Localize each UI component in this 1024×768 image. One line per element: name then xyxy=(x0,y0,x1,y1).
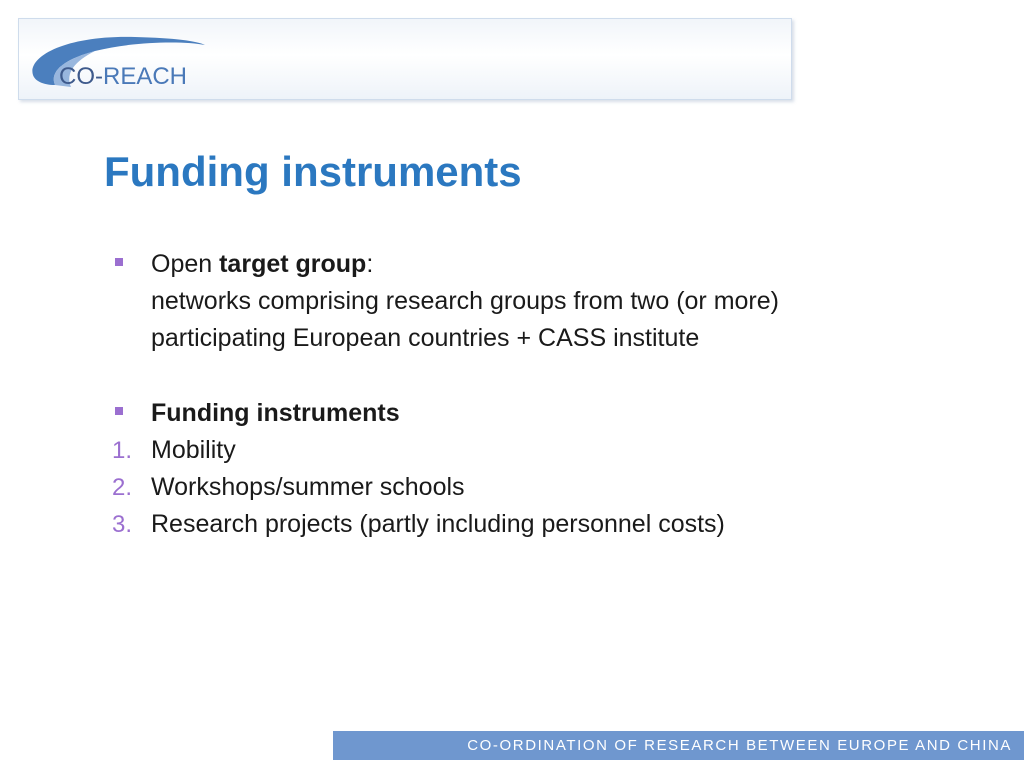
item-text: Workshops/summer schools xyxy=(151,473,465,501)
logo-text-reach: REACH xyxy=(103,63,188,90)
item-text: Research projects (partly including personnel costs) xyxy=(151,510,725,538)
numbered-item xyxy=(112,469,972,506)
bullet-funding-instruments xyxy=(112,395,972,432)
item-number: 2. xyxy=(112,474,133,501)
bullet-suffix: : xyxy=(366,250,374,278)
header-band xyxy=(18,18,792,100)
bullet-continuation-line: networks comprising research groups from two (or more) xyxy=(151,287,779,315)
square-bullet-icon xyxy=(115,407,123,415)
slide-content xyxy=(112,246,972,543)
numbered-item xyxy=(112,506,972,543)
bullet-bold-funding-instruments: Funding instruments xyxy=(151,399,400,427)
footer-band xyxy=(333,731,1024,760)
logo-text-co: CO- xyxy=(59,63,103,90)
bullet-continuation-line: participating European countries + CASS institute xyxy=(151,324,700,352)
item-text: Mobility xyxy=(151,436,236,464)
footer-text: CO-ORDINATION OF RESEARCH BETWEEN EUROPE AND CHINA xyxy=(467,737,1012,754)
numbered-item xyxy=(112,432,972,469)
co-reach-logo xyxy=(25,27,215,93)
logo-text xyxy=(59,63,187,91)
slide-title: Funding instruments xyxy=(104,148,522,195)
bullet-target-group xyxy=(112,246,972,283)
bullet-prefix: Open xyxy=(151,250,220,278)
bullet-bold-target-group: target group xyxy=(219,250,367,278)
item-number: 1. xyxy=(112,437,133,464)
square-bullet-icon xyxy=(115,258,123,266)
spacer xyxy=(112,357,972,395)
item-number: 3. xyxy=(112,511,133,538)
